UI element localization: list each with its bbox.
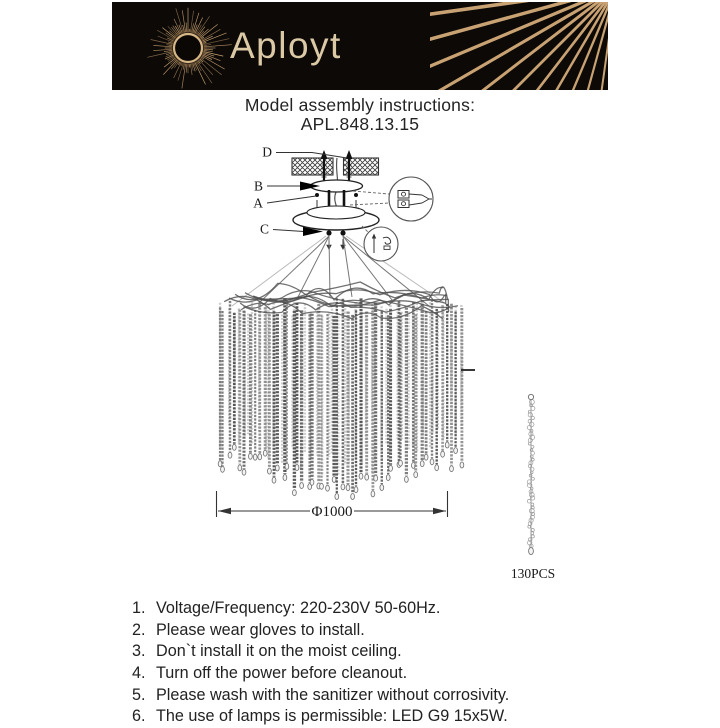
spare-strand bbox=[527, 394, 535, 554]
label-a: A bbox=[253, 196, 263, 211]
item-number: 4. bbox=[132, 663, 156, 685]
label-d: D bbox=[262, 145, 272, 160]
label-c: C bbox=[260, 222, 269, 237]
ceiling-hatch bbox=[292, 158, 379, 175]
strand-count-label: 130PCS bbox=[511, 566, 555, 581]
list-item bbox=[132, 706, 509, 728]
item-text: Turn off the power before cleanout. bbox=[156, 663, 407, 685]
instruction-list bbox=[132, 598, 509, 728]
item-text: Please wash with the sanitizer without corrosivity. bbox=[156, 685, 509, 707]
label-b: B bbox=[254, 179, 263, 194]
item-number: 3. bbox=[132, 641, 156, 663]
item-text: Don`t install it on the moist ceiling. bbox=[156, 641, 402, 663]
item-number: 6. bbox=[132, 706, 156, 728]
item-text: The use of lamps is permissible: LED G9 15x5W. bbox=[156, 706, 508, 728]
dimension-line bbox=[217, 491, 448, 520]
page-title: Model assembly instructions: bbox=[0, 96, 720, 115]
diameter-dimension: Φ1000 bbox=[312, 504, 353, 520]
list-item bbox=[132, 598, 509, 620]
list-item bbox=[132, 641, 509, 663]
model-number: APL.848.13.15 bbox=[0, 115, 720, 134]
item-number: 2. bbox=[132, 620, 156, 642]
brand-name: Aployt bbox=[230, 2, 342, 90]
item-text: Voltage/Frequency: 220-230V 50-60Hz. bbox=[156, 598, 440, 620]
list-item bbox=[132, 685, 509, 707]
item-number: 1. bbox=[132, 598, 156, 620]
list-item bbox=[132, 663, 509, 685]
item-number: 5. bbox=[132, 685, 156, 707]
list-item bbox=[132, 620, 509, 642]
chandelier-strands bbox=[218, 282, 464, 500]
item-text: Please wear gloves to install. bbox=[156, 620, 365, 642]
